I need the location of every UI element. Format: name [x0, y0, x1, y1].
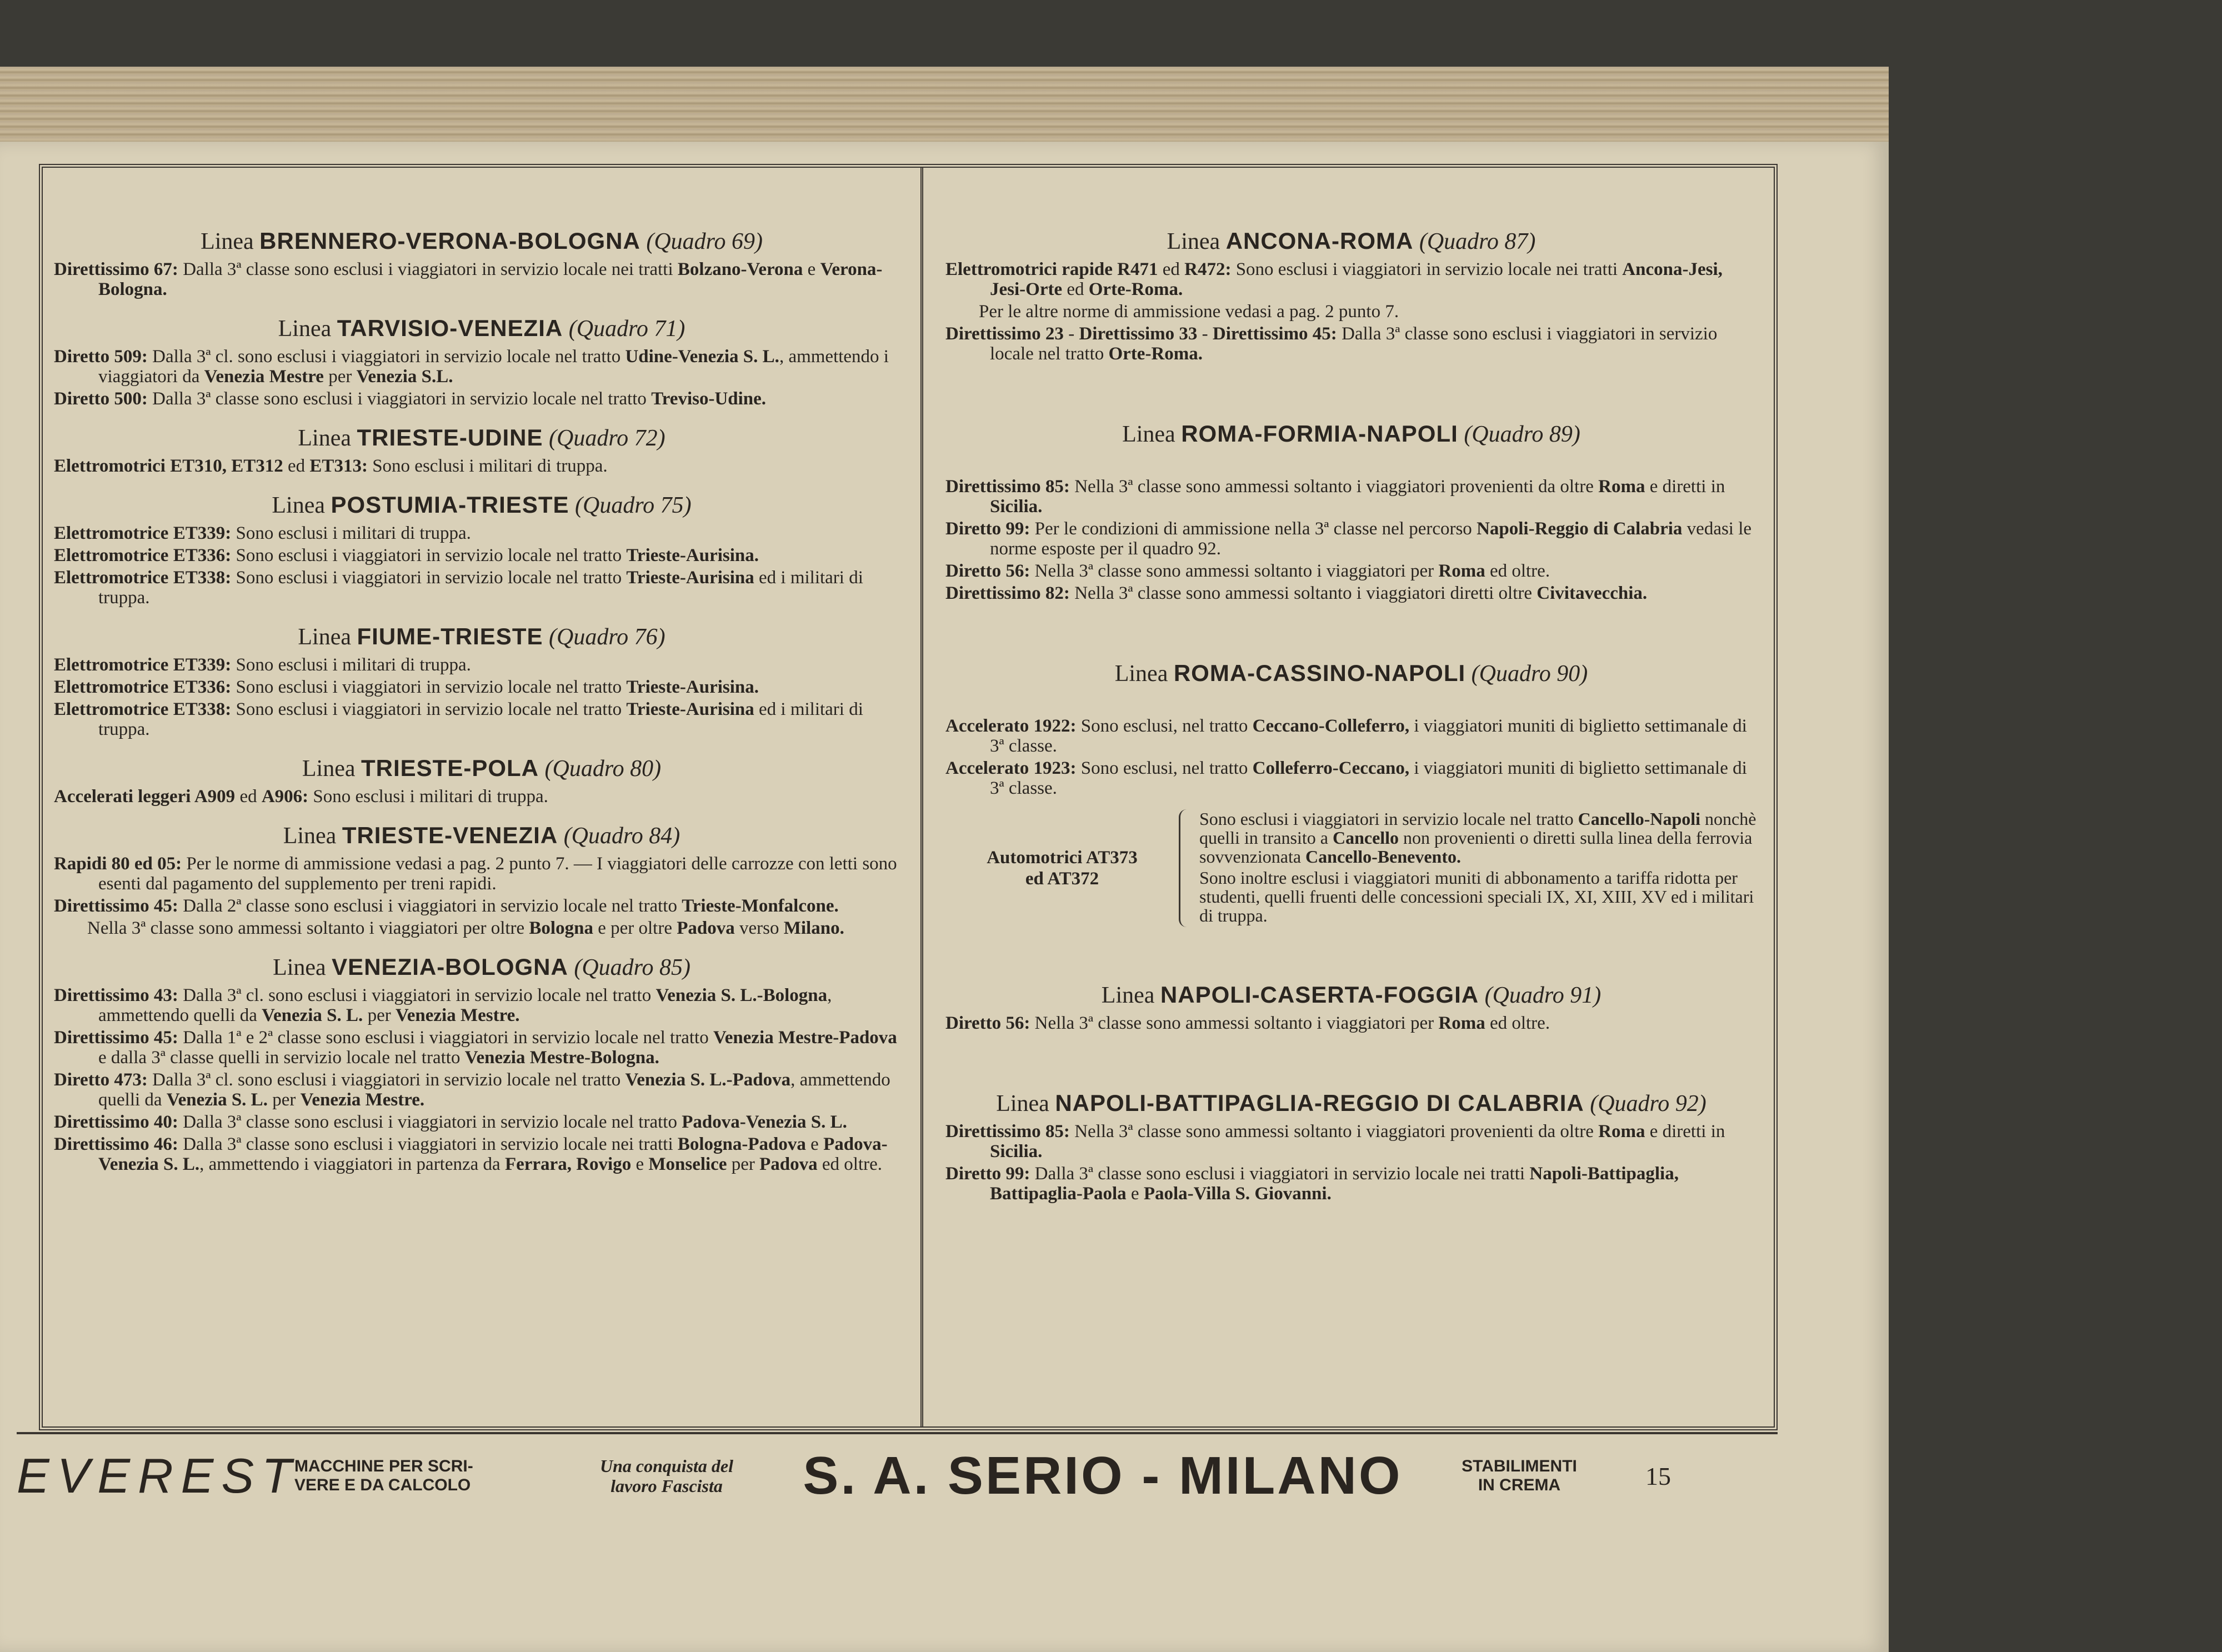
note-text: e diretti in [1645, 1122, 1725, 1142]
train-note [54, 1070, 909, 1110]
spacer [945, 366, 1757, 405]
route-segment: Venezia S. L.-Padova [625, 1070, 791, 1090]
train-note [54, 787, 909, 807]
train-id: Elettromotrici rapide R471 [945, 259, 1158, 279]
note-text: verso [734, 918, 784, 938]
line-name: BRENNERO-VERONA-BOLOGNA [259, 228, 640, 254]
note-text: - [1197, 324, 1213, 344]
train-id: A906: [261, 787, 309, 807]
note-text: , ammettendo quelli da [98, 985, 832, 1025]
train-id: Direttissimo 45: [54, 896, 178, 916]
note-text: per [727, 1154, 760, 1174]
route-segment: Trieste-Monfalcone. [682, 896, 839, 916]
train-id: Diretto 56: [945, 1013, 1030, 1033]
note-text: Sono esclusi i viaggiatori in servizio locale nei tratti [1231, 259, 1623, 279]
line-heading [54, 623, 909, 650]
train-id: Direttissimo 43: [54, 985, 178, 1005]
route-segment: Trieste-Aurisina. [626, 545, 759, 565]
route-segment: Ceccano-Colleferro, [1252, 716, 1410, 736]
note-text: Dalla 3ª cl. sono esclusi i viaggiatori in servizio locale nel tratto [147, 347, 625, 367]
product-tagline-line: MACCHINE PER SCRI- [294, 1457, 473, 1475]
line-prefix: Linea [1122, 422, 1175, 447]
line-name: TRIESTE-UDINE [357, 424, 543, 450]
route-segment: Ferrara, Rovigo [504, 1154, 632, 1174]
automotrici-text [1199, 809, 1757, 927]
route-segment: Napoli-Reggio di Calabria [1477, 519, 1683, 539]
automotrici-label-line: ed AT372 [1025, 869, 1099, 889]
note-text: Dalla 2ª classe sono esclusi i viaggiatori in servizio locale nel tratto [178, 896, 682, 916]
route-segment: Venezia S. L. [262, 1005, 363, 1025]
route-segment: Sicilia. [990, 497, 1043, 517]
train-id: Diretto 473: [54, 1070, 148, 1090]
route-segment: Roma [1598, 1122, 1645, 1142]
line-name: TRIESTE-POLA [361, 755, 539, 781]
note-text: Dalla 3ª classe sono esclusi i viaggiatori in servizio locale nei tratti [178, 1134, 678, 1154]
spacer [945, 692, 1757, 714]
route-segment: Monselice [648, 1154, 727, 1174]
route-segment: Verona-Bologna. [98, 259, 883, 299]
slogan [550, 1456, 783, 1496]
train-id: Elettromotrice ET336: [54, 677, 232, 697]
train-note [945, 324, 1757, 364]
note-text: e dalla 3ª classe quelli in servizio locale nel tratto [98, 1048, 465, 1068]
route-segment: Bologna-Padova [677, 1134, 806, 1154]
note-text: ed oltre. [1485, 561, 1550, 581]
quadro-ref: (Quadro 71) [568, 316, 685, 342]
automotrici-paragraph [1199, 809, 1757, 866]
note-text: non provenienti o diretti sulla linea della ferrovia sovvenzionata [1199, 828, 1753, 867]
train-note [945, 259, 1757, 299]
route-segment: Bologna [529, 918, 593, 938]
note-text: e diretti in [1645, 477, 1725, 497]
line-prefix: Linea [283, 823, 337, 849]
train-id: Direttissimo 85: [945, 477, 1070, 497]
train-id: Direttissimo 46: [54, 1134, 178, 1154]
line-name: NAPOLI-BATTIPAGLIA-REGGIO DI CALABRIA [1055, 1090, 1584, 1116]
train-id: Elettromotrice ET338: [54, 699, 232, 719]
note-text: Nella 3ª classe sono ammessi soltanto i viaggiatori per oltre [87, 918, 529, 938]
quadro-ref: (Quadro 90) [1471, 661, 1588, 687]
line-heading [54, 822, 909, 849]
note-text: Nella 3ª classe sono ammessi soltanto i viaggiatori provenienti da oltre [1069, 477, 1599, 497]
line-heading [945, 660, 1757, 687]
note-text: e [803, 259, 820, 279]
quadro-ref: (Quadro 85) [574, 955, 690, 980]
route-segment: Sicilia. [990, 1142, 1043, 1162]
line-prefix: Linea [996, 1091, 1049, 1117]
plant-location-line: STABILIMENTI [1462, 1457, 1577, 1475]
train-note [54, 523, 909, 543]
train-id: Direttissimo 33 [1079, 324, 1198, 344]
line-heading [945, 228, 1757, 255]
route-segment: Udine-Venezia S. L. [625, 347, 779, 367]
line-heading [54, 755, 909, 782]
route-segment: Colleferro-Ceccano, [1252, 758, 1410, 778]
train-note [54, 456, 909, 476]
note-text: Sono inoltre esclusi i viaggiatori muniti di abbonamento a tariffa ridotta per studenti, quelli fruenti delle concessioni speciali IX, XI, XIII, XV ed i militari di truppa. [1199, 868, 1754, 925]
note-text: per [363, 1005, 396, 1025]
brand-logo: EVEREST [17, 1448, 299, 1503]
route-segment: Padova-Venezia S. L. [682, 1112, 847, 1132]
plant-location-line: IN CREMA [1478, 1476, 1561, 1494]
quadro-ref: (Quadro 89) [1464, 422, 1580, 447]
note-text: per [323, 367, 357, 387]
line-prefix: Linea [273, 955, 326, 980]
book-page-edges [0, 67, 1889, 147]
train-id: Elettromotrice ET339: [54, 655, 232, 675]
line-name: NAPOLI-CASERTA-FOGGIA [1160, 982, 1479, 1008]
train-note [54, 677, 909, 697]
quadro-ref: (Quadro 80) [544, 756, 662, 782]
line-heading [54, 492, 909, 519]
line-name: VENEZIA-BOLOGNA [332, 954, 568, 980]
line-prefix: Linea [278, 316, 332, 342]
right-column [920, 168, 1774, 1426]
automotrici-note [945, 809, 1757, 927]
automotrici-label-line: Automotrici AT373 [987, 848, 1138, 868]
spacer [945, 605, 1757, 644]
line-prefix: Linea [1114, 661, 1168, 687]
spacer [945, 452, 1757, 474]
route-segment: Padova [759, 1154, 818, 1174]
note-text: Sono esclusi i militari di truppa. [231, 655, 471, 675]
train-note [54, 389, 909, 409]
train-note [54, 699, 909, 739]
train-id: Diretto 99: [945, 519, 1030, 539]
train-note [54, 259, 909, 299]
train-note [54, 545, 909, 565]
note-text: vedasi le norme esposte per il quadro 92. [990, 519, 1752, 559]
train-id: Accelerati leggeri A909 [54, 787, 236, 807]
line-heading [54, 424, 909, 452]
line-prefix: Linea [272, 493, 325, 518]
train-id: Direttissimo 45: [1212, 324, 1337, 344]
route-segment: Venezia S. L.-Bologna [655, 985, 828, 1005]
line-heading [54, 954, 909, 981]
route-segment: Cancello [1332, 828, 1399, 848]
note-text: ed oltre. [1485, 1013, 1550, 1033]
route-segment: Venezia S. L. [166, 1090, 268, 1110]
note-text: Per le altre norme di ammissione vedasi a pag. 2 punto 7. [979, 302, 1399, 322]
note-text: i viaggiatori muniti di biglietto settimanale di 3ª classe. [990, 758, 1747, 798]
note-text: Dalla 3ª classe sono esclusi i viaggiatori in servizio locale nel tratto [178, 1112, 682, 1132]
train-note [945, 1013, 1757, 1033]
note-text: Dalla 3ª classe sono esclusi i viaggiatori in servizio locale nei tratti [1030, 1164, 1530, 1184]
train-note [945, 519, 1757, 559]
note-text: nonchè quelli in transito a [1199, 809, 1756, 848]
note-text: Dalla 3ª classe sono esclusi i viaggiatori in servizio locale nel tratto [147, 389, 652, 409]
train-id: Elettromotrice ET338: [54, 568, 232, 588]
route-segment: Venezia Mestre. [395, 1005, 520, 1025]
left-column [43, 168, 920, 1426]
line-heading [945, 1090, 1757, 1117]
train-note [54, 655, 909, 675]
route-segment: Trieste-Aurisina [626, 699, 754, 719]
note-text: e [1126, 1184, 1144, 1204]
train-id: ET313: [309, 456, 368, 476]
slogan-line: lavoro Fascista [610, 1476, 723, 1496]
route-segment: Padova [677, 918, 735, 938]
train-id: Accelerato 1922: [945, 716, 1077, 736]
note-text: - [1063, 324, 1079, 344]
line-prefix: Linea [1167, 229, 1220, 254]
route-segment: Milano. [783, 918, 844, 938]
note-text: Per le norme di ammissione vedasi a pag. 2 punto 7. — I viaggiatori delle carrozze con letti sono esenti dal pagamento del supplemento per treni rapidi. [98, 854, 897, 894]
train-note [945, 583, 1757, 603]
line-name: ROMA-CASSINO-NAPOLI [1173, 660, 1466, 686]
quadro-ref: (Quadro 72) [549, 425, 665, 451]
note-text: i viaggiatori muniti di biglietto settimanale di 3ª classe. [990, 716, 1747, 756]
note-text: e [631, 1154, 649, 1174]
train-id: Direttissimo 45: [54, 1028, 178, 1048]
note-text: Nella 3ª classe sono ammessi soltanto i viaggiatori diretti oltre [1069, 583, 1537, 603]
train-id: Diretto 500: [54, 389, 148, 409]
route-segment: Venezia Mestre. [300, 1090, 425, 1110]
route-segment: Padova-Venezia S. L. [98, 1134, 888, 1174]
train-id: Elettromotrice ET336: [54, 545, 232, 565]
automotrici-paragraph [1199, 868, 1757, 925]
line-name: TRIESTE-VENEZIA [342, 822, 558, 848]
note-text: , ammettendo quelli da [98, 1070, 890, 1110]
quadro-ref: (Quadro 76) [549, 624, 665, 650]
train-id: Direttissimo 67: [54, 259, 178, 279]
line-heading [945, 982, 1757, 1009]
route-segment: Venezia Mestre-Bologna. [464, 1048, 659, 1068]
spacer [945, 927, 1757, 966]
train-id: Diretto 99: [945, 1164, 1030, 1184]
train-id: Rapidi 80 ed 05: [54, 854, 182, 874]
page-number: 15 [1645, 1461, 1671, 1490]
note-text: Dalla 3ª classe sono esclusi i viaggiatori in servizio locale nei tratti [178, 259, 678, 279]
route-segment: Civitavecchia. [1537, 583, 1648, 603]
route-segment: Ancona-Jesi, Jesi-Orte [990, 259, 1723, 299]
line-prefix: Linea [298, 425, 351, 451]
train-note [945, 477, 1757, 517]
train-note [54, 568, 909, 608]
train-note [54, 985, 909, 1025]
train-note [945, 561, 1757, 581]
product-tagline-line: VERE E DA CALCOLO [294, 1476, 471, 1494]
train-note [945, 1164, 1757, 1204]
train-note [945, 758, 1757, 798]
line-name: ROMA-FORMIA-NAPOLI [1181, 420, 1458, 447]
train-id: Accelerato 1923: [945, 758, 1077, 778]
quadro-ref: (Quadro 87) [1419, 229, 1536, 254]
note-text: Sono esclusi i viaggiatori in servizio locale nel tratto [231, 699, 627, 719]
train-id: Diretto 509: [54, 347, 148, 367]
note-text: ed [235, 787, 262, 807]
route-segment: Napoli-Battipaglia, Battipaglia-Paola [990, 1164, 1679, 1204]
train-note [54, 347, 909, 387]
train-id: Direttissimo 82: [945, 583, 1070, 603]
note-text: per [267, 1090, 301, 1110]
route-segment: Orte-Roma. [1088, 279, 1183, 299]
route-segment: Treviso-Udine. [651, 389, 767, 409]
note-text: Sono esclusi i viaggiatori in servizio locale nel tratto [1199, 809, 1578, 829]
train-note [54, 1112, 909, 1132]
train-note [54, 918, 909, 938]
quadro-ref: (Quadro 69) [646, 229, 763, 254]
quadro-ref: (Quadro 91) [1484, 983, 1602, 1008]
route-segment: Cancello-Benevento. [1305, 847, 1461, 867]
advertisement-footer [17, 1432, 1778, 1518]
note-text: ed [1062, 279, 1089, 299]
spacer [945, 1035, 1757, 1074]
note-text: Sono esclusi i militari di truppa. [308, 787, 548, 807]
note-text: e [805, 1134, 824, 1154]
train-id: Direttissimo 85: [945, 1122, 1070, 1142]
line-prefix: Linea [298, 624, 351, 650]
route-segment: Trieste-Aurisina [626, 568, 754, 588]
slogan-line: Una conquista del [599, 1456, 734, 1476]
route-segment: Venezia Mestre [204, 367, 324, 387]
timetable-frame [39, 164, 1778, 1430]
note-text: ed oltre. [817, 1154, 883, 1174]
note-text: Nella 3ª classe sono ammessi soltanto i viaggiatori per [1030, 1013, 1439, 1033]
note-text: Sono esclusi, nel tratto [1076, 758, 1253, 778]
route-segment: Cancello-Napoli [1578, 809, 1701, 829]
note-text: Sono esclusi i militari di truppa. [231, 523, 471, 543]
route-segment: Venezia Mestre-Padova [713, 1028, 897, 1048]
automotrici-label [945, 847, 1179, 889]
note-text: Per le condizioni di ammissione nella 3ª classe nel percorso [1030, 519, 1477, 539]
product-tagline [294, 1457, 550, 1495]
line-name: FIUME-TRIESTE [357, 623, 543, 649]
train-note [54, 1134, 909, 1174]
note-text: Sono esclusi i viaggiatori in servizio locale nel tratto [231, 545, 627, 565]
route-segment: Roma [1438, 1013, 1485, 1033]
line-heading [54, 228, 909, 255]
plant-location [1422, 1457, 1617, 1495]
train-note [54, 854, 909, 894]
quadro-ref: (Quadro 84) [563, 823, 680, 849]
train-id: Direttissimo 23 [945, 324, 1064, 344]
train-id: Elettromotrici ET310, ET312 [54, 456, 283, 476]
route-segment: Bolzano-Verona [677, 259, 803, 279]
line-name: POSTUMIA-TRIESTE [331, 492, 569, 518]
note-text: Sono esclusi i viaggiatori in servizio locale nel tratto [231, 568, 627, 588]
note-text: ed i militari di truppa. [98, 568, 863, 608]
note-text: ed [283, 456, 310, 476]
brace [1179, 809, 1192, 927]
note-text: Nella 3ª classe sono ammessi soltanto i viaggiatori provenienti da oltre [1069, 1122, 1599, 1142]
note-text: Sono esclusi i militari di truppa. [367, 456, 608, 476]
route-segment: Paola-Villa S. Giovanni. [1143, 1184, 1332, 1204]
note-text: ed [1158, 259, 1185, 279]
line-prefix: Linea [302, 756, 356, 782]
route-segment: Venezia S.L. [356, 367, 453, 387]
note-text: Dalla 3ª cl. sono esclusi i viaggiatori in servizio locale nel tratto [147, 1070, 625, 1090]
quadro-ref: (Quadro 75) [575, 493, 692, 518]
note-text: ed i militari di truppa. [98, 699, 863, 739]
note-text: Sono esclusi i viaggiatori in servizio locale nel tratto [231, 677, 627, 697]
line-name: ANCONA-ROMA [1225, 228, 1414, 254]
note-text: Dalla 3ª classe sono esclusi i viaggiatori in servizio locale nel tratto [990, 324, 1718, 364]
train-id: R472: [1184, 259, 1232, 279]
note-text: , ammettendo i viaggiatori in partenza da [199, 1154, 505, 1174]
route-segment: Trieste-Aurisina. [626, 677, 759, 697]
company-name: S. A. SERIO - MILANO [803, 1446, 1403, 1505]
train-id: Diretto 56: [945, 561, 1030, 581]
line-name: TARVISIO-VENEZIA [337, 315, 563, 341]
train-id: Direttissimo 40: [54, 1112, 178, 1132]
train-id: Elettromotrice ET339: [54, 523, 232, 543]
quadro-ref: (Quadro 92) [1590, 1091, 1706, 1117]
note-text: e per oltre [593, 918, 677, 938]
note-text: Sono esclusi, nel tratto [1076, 716, 1253, 736]
train-note [54, 1028, 909, 1068]
route-segment: Roma [1598, 477, 1645, 497]
line-heading [54, 315, 909, 342]
train-note [945, 302, 1757, 322]
train-note [945, 716, 1757, 756]
line-heading [945, 420, 1757, 448]
route-segment: Orte-Roma. [1108, 344, 1203, 364]
note-text: Dalla 3ª cl. sono esclusi i viaggiatori in servizio locale nel tratto [178, 985, 656, 1005]
train-note [945, 1122, 1757, 1162]
route-segment: Roma [1438, 561, 1485, 581]
line-prefix: Linea [201, 229, 254, 254]
train-note [54, 896, 909, 916]
note-text: Nella 3ª classe sono ammessi soltanto i viaggiatori per [1030, 561, 1439, 581]
note-text: Dalla 1ª e 2ª classe sono esclusi i viaggiatori in servizio locale nel tratto [178, 1028, 713, 1048]
line-prefix: Linea [1101, 983, 1155, 1008]
note-text: , ammettendo i viaggiatori da [98, 347, 889, 387]
